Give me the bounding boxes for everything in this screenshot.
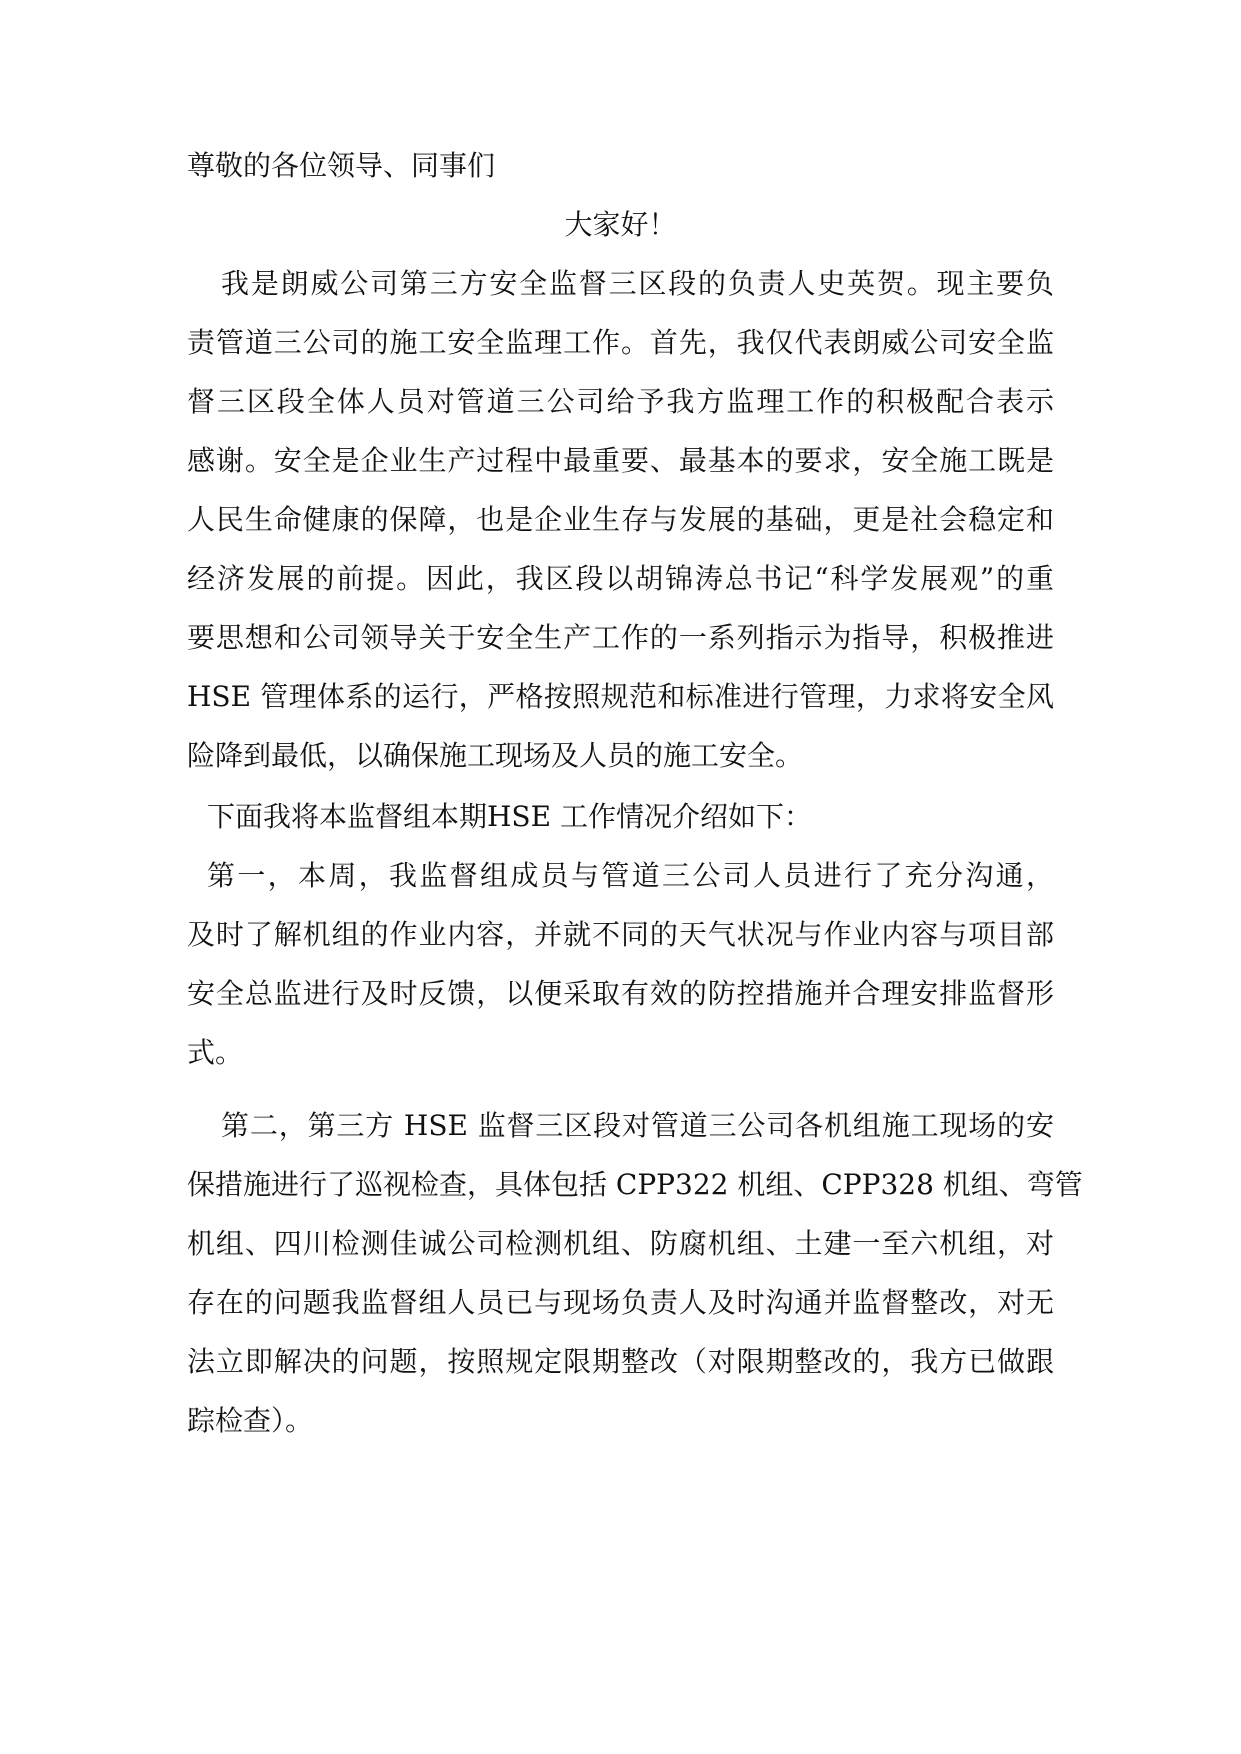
paragraph-line: 险降到最低，以确保施工现场及人员的施工安全。 xyxy=(187,739,804,772)
paragraph-line: 我是朗威公司第三方安全监督三区段的负责人史英贺。现主要负 xyxy=(221,267,1054,300)
paragraph-line: 人民生命健康的保障，也是企业生存与发展的基础，更是社会稳定和 xyxy=(187,503,1054,536)
greeting: 大家好！ xyxy=(564,208,677,241)
paragraph-line: 式。 xyxy=(187,1036,244,1069)
section-intro: 下面我将本监督组本期HSE 工作情况介绍如下： xyxy=(207,800,812,833)
paragraph-line: 法立即解决的问题，按照规定限期整改（对限期整改的，我方已做跟 xyxy=(187,1345,1054,1378)
paragraph-line: 第二，第三方 HSE 监督三区段对管道三公司各机组施工现场的安 xyxy=(221,1109,1054,1142)
paragraph-line: 保措施进行了巡视检查，具体包括 CPP322 机组、CPP328 机组、弯管 xyxy=(187,1168,1083,1201)
paragraph-line: 第一，本周，我监督组成员与管道三公司人员进行了充分沟通， xyxy=(207,859,1054,892)
salutation: 尊敬的各位领导、同事们 xyxy=(187,149,496,182)
paragraph-line: HSE 管理体系的运行，严格按照规范和标准进行管理，力求将安全风 xyxy=(187,680,1054,713)
paragraph-line: 机组、四川检测佳诚公司检测机组、防腐机组、土建一至六机组，对 xyxy=(187,1227,1054,1260)
paragraph-line: 存在的问题我监督组人员已与现场负责人及时沟通并监督整改，对无 xyxy=(187,1286,1054,1319)
paragraph-line: 及时了解机组的作业内容，并就不同的天气状况与作业内容与项目部 xyxy=(187,918,1054,951)
paragraph-line: 经济发展的前提。因此，我区段以胡锦涛总书记“科学发展观”的重 xyxy=(187,562,1054,595)
document-page xyxy=(187,0,1083,1754)
paragraph-line: 踪检查）。 xyxy=(187,1404,314,1437)
paragraph-line: 督三区段全体人员对管道三公司给予我方监理工作的积极配合表示 xyxy=(187,385,1054,418)
paragraph-line: 安全总监进行及时反馈，以便采取有效的防控措施并合理安排监督形 xyxy=(187,977,1054,1010)
paragraph-line: 感谢。安全是企业生产过程中最重要、最基本的要求，安全施工既是 xyxy=(187,444,1054,477)
paragraph-line: 要思想和公司领导关于安全生产工作的一系列指示为指导，积极推进 xyxy=(187,621,1054,654)
paragraph-line: 责管道三公司的施工安全监理工作。首先，我仅代表朗威公司安全监 xyxy=(187,326,1054,359)
